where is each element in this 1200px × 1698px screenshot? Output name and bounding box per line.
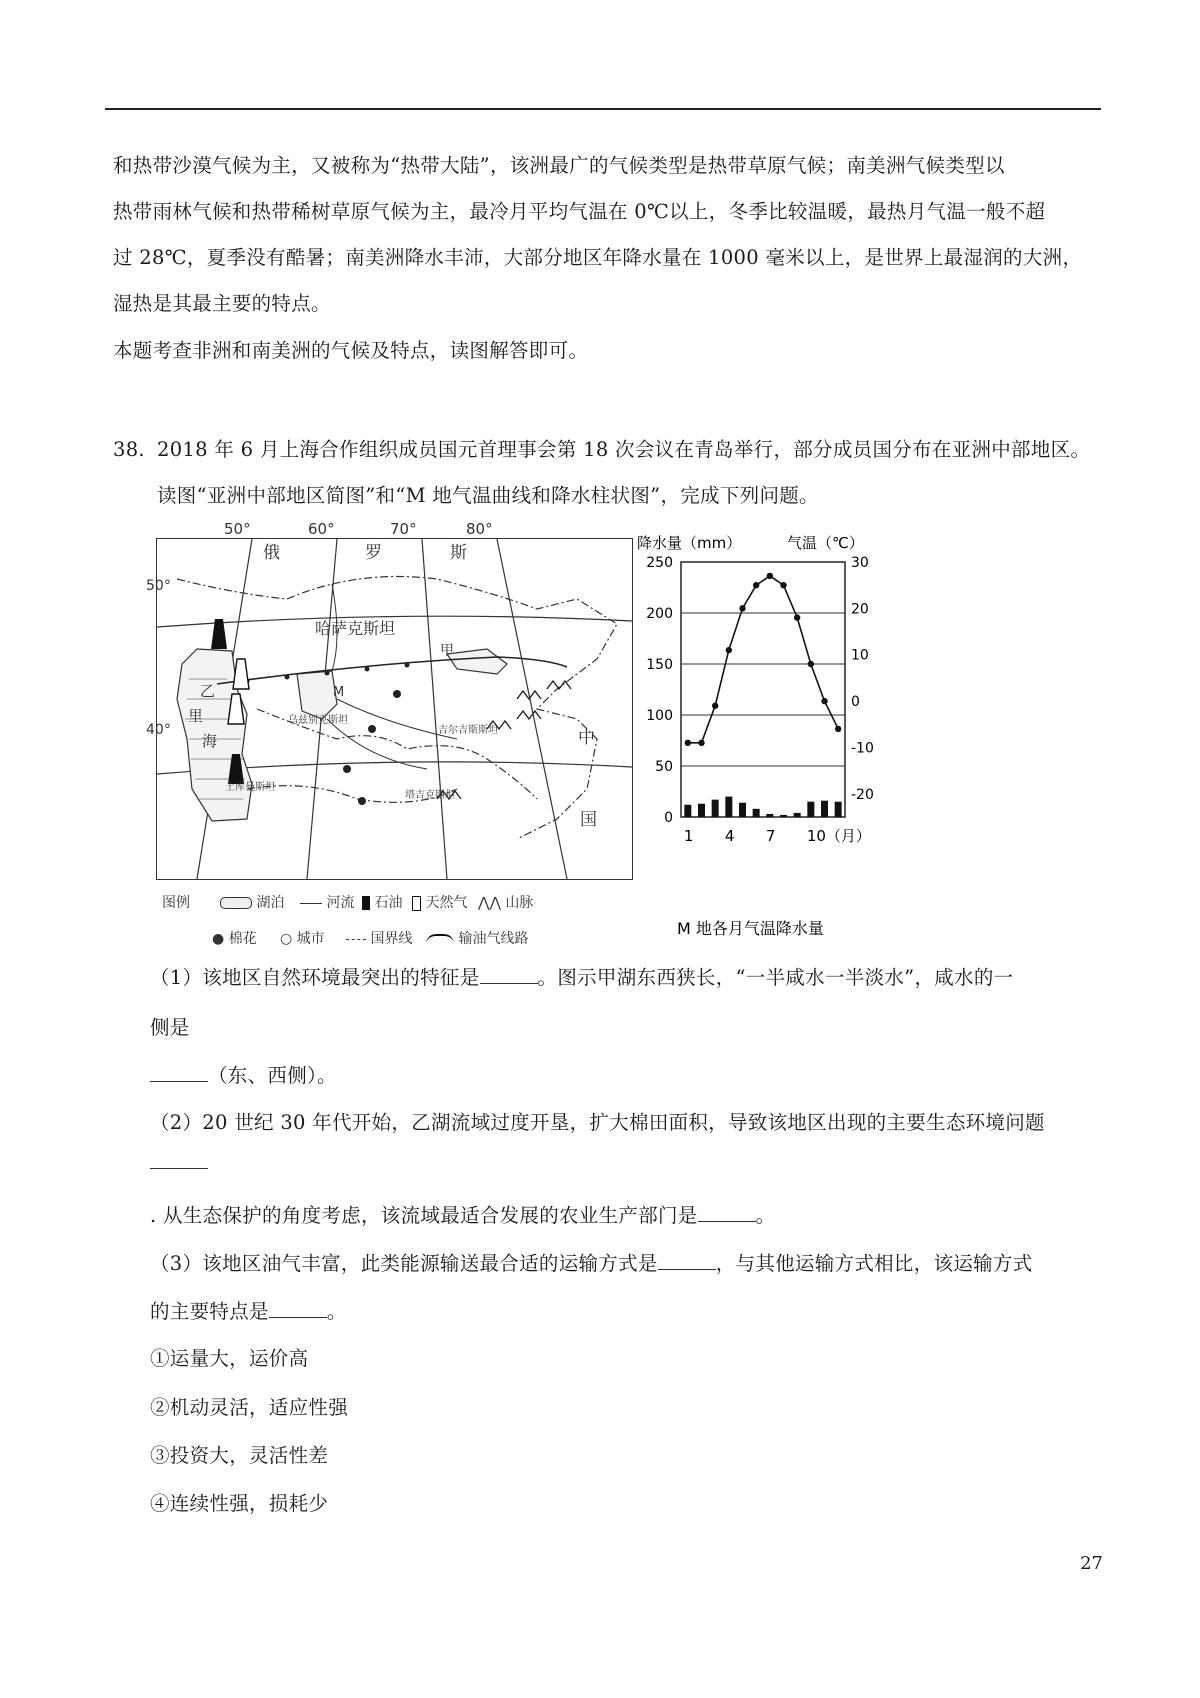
border-icon xyxy=(346,939,366,940)
answer-blank-6[interactable] xyxy=(269,1299,327,1318)
x-tick-2: 7 xyxy=(765,827,776,845)
label-guo: 国 xyxy=(580,810,597,830)
text-line-1: 和热带沙漠气候为主，又被称为“热带大陆”，该洲最广的气候类型是热带草原气候；南美洲气候类型以 xyxy=(113,154,1005,177)
chart-title: M 地各月气温降水量 xyxy=(677,919,824,938)
sub2-text-b: . 从生态保护的角度考虑，该流域最适合发展的农业生产部门是 xyxy=(150,1204,698,1227)
legend-city-label: 城市 xyxy=(296,931,325,947)
pipeline-icon xyxy=(426,934,454,944)
option-2: ②机动灵活，适应性强 xyxy=(150,1396,349,1419)
text-line-4: 湿热是其最主要的特点。 xyxy=(113,292,331,315)
mountain-icon: ⋀⋀ xyxy=(478,895,501,911)
text-line-2: 热带雨林气候和热带稀树草原气候为主，最冷月平均气温在 0℃以上，冬季比较温暖，最热月气温一般不超 xyxy=(113,200,1046,223)
precip-bar-6 xyxy=(753,809,760,817)
temp-point-9 xyxy=(794,614,800,620)
text-line-3: 过 28℃，夏季没有酷暑；南美洲降水丰沛，大部分地区年降水量在 1000 毫米以上，是世界上最湿润的大洲， xyxy=(113,246,1083,269)
temp-tick-3: 0 xyxy=(851,694,860,711)
temp-point-10 xyxy=(808,661,814,667)
temp-point-3 xyxy=(712,703,718,709)
temp-tick-5: -20 xyxy=(851,786,874,803)
sub1-line2: 侧是 xyxy=(150,1016,190,1039)
temp-point-1 xyxy=(685,740,691,746)
precip-tick-2: 100 xyxy=(646,708,673,724)
sub3-line1 xyxy=(150,1251,1033,1277)
label-li: 里 xyxy=(188,707,204,725)
precip-tick-4: 200 xyxy=(646,606,673,622)
question-stem-1: 2018 年 6 月上海合作组织成员国元首理事会第 18 次会议在青岛举行，部分成员国分布在亚洲中部地区。 xyxy=(157,438,1091,461)
label-e: 俄 xyxy=(263,543,280,563)
answer-blank-1[interactable] xyxy=(480,965,538,984)
legend-river-label: 河流 xyxy=(326,895,355,911)
map xyxy=(156,538,633,880)
sub3-text-d: 。 xyxy=(326,1300,347,1323)
precip-bar-11 xyxy=(821,801,828,817)
legend-mountain xyxy=(478,892,533,912)
label-si: 斯 xyxy=(450,543,467,563)
temp-point-11 xyxy=(821,698,827,704)
lon-label-70: 70° xyxy=(390,520,417,538)
sub2-text-c: 。 xyxy=(755,1204,776,1227)
label-tajikistan: 塔吉克斯坦 xyxy=(405,790,455,801)
header-rule xyxy=(105,108,1101,110)
precip-bar-5 xyxy=(739,803,746,817)
precip-bar-4 xyxy=(725,797,732,817)
climate-chart xyxy=(637,530,907,950)
answer-blank-4[interactable] xyxy=(698,1203,756,1222)
precip-bar-8 xyxy=(780,815,787,817)
precip-bar-1 xyxy=(684,805,691,817)
temperature-line xyxy=(688,576,838,743)
temp-axis-label: 气温（℃） xyxy=(787,534,864,552)
temp-point-4 xyxy=(726,647,732,653)
sub1-text-a: （1）该地区自然环境最突出的特征是 xyxy=(150,966,480,989)
legend-cotton xyxy=(212,928,257,948)
answer-blank-2[interactable] xyxy=(150,1063,208,1082)
lat-label-50: 50° xyxy=(146,578,171,594)
label-yi: 乙 xyxy=(200,682,216,700)
label-kyrgyzstan: 吉尔吉斯斯坦 xyxy=(438,725,498,736)
gas-icon xyxy=(412,896,421,911)
label-kazakhstan: 哈萨克斯坦 xyxy=(315,619,396,638)
label-hai: 海 xyxy=(202,732,218,750)
sub2-line2 xyxy=(150,1203,775,1229)
sub3-text-b: ，与其他运输方式相比，该运输方式 xyxy=(715,1252,1033,1275)
legend-lake xyxy=(220,892,284,912)
option-4: ④连续性强，损耗少 xyxy=(150,1492,329,1515)
sub1-text-d: （东、西侧）。 xyxy=(208,1064,337,1087)
temp-point-6 xyxy=(753,582,759,588)
lon-label-60: 60° xyxy=(308,520,335,538)
legend-cotton-label: 棉花 xyxy=(228,931,257,947)
temp-tick-1: 20 xyxy=(851,601,869,618)
sub1-line1 xyxy=(150,965,1013,991)
temp-point-7 xyxy=(767,573,773,579)
precip-tick-5: 250 xyxy=(646,555,673,571)
x-tick-0: 1 xyxy=(683,827,694,845)
page-number: 27 xyxy=(1080,1553,1103,1574)
temp-point-2 xyxy=(698,740,704,746)
lon-label-80: 80° xyxy=(466,520,493,538)
sub1-line3 xyxy=(150,1063,337,1089)
label-jia: 甲 xyxy=(440,643,454,659)
map-drawing xyxy=(157,539,632,879)
legend-city xyxy=(280,928,325,948)
temp-tick-2: 10 xyxy=(851,647,869,664)
x-tick-3: 10（月） xyxy=(806,827,871,845)
legend-mountain-label: 山脉 xyxy=(505,895,534,911)
legend-oil xyxy=(362,892,402,912)
temp-point-5 xyxy=(739,605,745,611)
sub3-text-a: （3）该地区油气丰富，此类能源输送最合适的运输方式是 xyxy=(150,1252,658,1275)
legend-border xyxy=(346,928,412,948)
option-3: ③投资大，灵活性差 xyxy=(150,1444,329,1467)
legend-lake-label: 湖泊 xyxy=(256,895,285,911)
temp-point-8 xyxy=(780,582,786,588)
label-luo: 罗 xyxy=(365,543,382,563)
precip-bar-2 xyxy=(698,804,705,817)
sub1-text-b: 。图示甲湖东西狭长，“一半咸水一半淡水”，咸水的一 xyxy=(537,966,1014,989)
answer-blank-5[interactable] xyxy=(658,1251,716,1270)
sub2-blank-line xyxy=(150,1150,208,1176)
x-tick-1: 4 xyxy=(724,827,735,845)
city-icon: ○ xyxy=(280,931,293,947)
answer-blank-3[interactable] xyxy=(150,1150,208,1169)
figure xyxy=(146,520,910,950)
climate-chart-svg xyxy=(637,530,907,950)
legend-gas xyxy=(412,892,467,912)
legend-river xyxy=(300,892,354,912)
legend-pipeline xyxy=(426,928,528,948)
sub3-line2 xyxy=(150,1299,347,1325)
legend-gas-label: 天然气 xyxy=(425,895,468,911)
lon-label-50: 50° xyxy=(224,520,251,538)
precip-tick-1: 50 xyxy=(655,759,673,775)
legend-border-label: 国界线 xyxy=(370,931,413,947)
precip-tick-0: 0 xyxy=(664,810,673,826)
precip-bar-12 xyxy=(835,802,842,817)
sub2-line1: （2）20 世纪 30 年代开始，乙湖流域过度开垦，扩大棉田面积，导致该地区出现的主要生态环境问题 xyxy=(150,1111,1045,1134)
label-zhong: 中 xyxy=(578,728,595,748)
legend-title: 图例 xyxy=(162,895,190,911)
option-1: ①运量大，运价高 xyxy=(150,1347,309,1370)
lake-icon xyxy=(220,897,252,909)
label-uzbekistan: 乌兹别克斯坦 xyxy=(288,715,348,726)
legend-oil-label: 石油 xyxy=(374,895,403,911)
label-turkmenistan: 土库曼斯坦 xyxy=(225,782,275,793)
label-m: M xyxy=(333,685,345,700)
temp-tick-0: 30 xyxy=(851,555,869,571)
temp-point-12 xyxy=(835,726,841,732)
question-number: 38. xyxy=(113,438,145,461)
precip-bar-9 xyxy=(794,813,801,817)
oil-icon xyxy=(362,896,370,910)
precip-bar-3 xyxy=(712,800,719,817)
question-stem-2: 读图“亚洲中部地区简图”和“M 地气温曲线和降水柱状图”，完成下列问题。 xyxy=(157,484,819,507)
precip-axis-label: 降水量（mm） xyxy=(637,534,742,552)
lat-label-40: 40° xyxy=(146,722,171,738)
temp-tick-4: -10 xyxy=(851,740,874,757)
text-line-5: 本题考查非洲和南美洲的气候及特点，读图解答即可。 xyxy=(113,339,589,362)
precip-bar-10 xyxy=(807,802,814,817)
river-icon xyxy=(300,903,322,904)
precip-bar-7 xyxy=(766,814,773,817)
legend-pipeline-label: 输油气线路 xyxy=(458,931,529,947)
precip-tick-3: 150 xyxy=(646,657,673,673)
cotton-icon: ● xyxy=(212,931,225,947)
sub3-text-c: 的主要特点是 xyxy=(150,1300,269,1323)
